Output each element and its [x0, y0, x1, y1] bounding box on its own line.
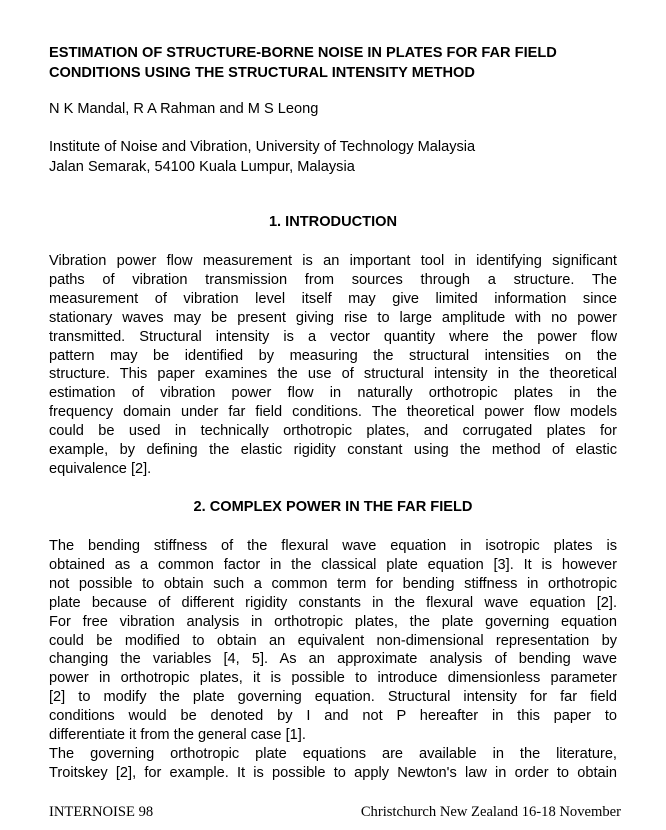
text-line: The governing orthotropic plate equations are available in the literature,: [49, 745, 617, 762]
text-line: stationary waves may be present giving rise to large amplitude with no power: [49, 309, 617, 326]
section-heading-complex-power: 2. COMPLEX POWER IN THE FAR FIELD: [193, 499, 473, 515]
introduction-paragraph: [49, 252, 617, 479]
paper-title: [49, 44, 617, 83]
complex-power-paragraph: [49, 537, 617, 783]
text-line: paths of vibration transmission from sources through a structure. The: [49, 271, 617, 288]
affiliation-line: Institute of Noise and Vibration, University of Technology Malaysia: [49, 139, 476, 155]
title-line: ESTIMATION OF STRUCTURE-BORNE NOISE IN PLATES FOR FAR FIELD: [49, 45, 557, 61]
text-line: could be used in technically orthotropic plates, and corrugated plates for: [49, 423, 617, 440]
text-line: Vibration power flow measurement is an important tool in identifying significant: [49, 253, 617, 269]
title-line: CONDITIONS USING THE STRUCTURAL INTENSITY METHOD: [49, 64, 475, 81]
text-line: transmitted. Structural intensity is a vector quantity where the power flow: [49, 328, 617, 345]
text-line: pattern may be identified by measuring the structural intensities on the: [49, 347, 617, 364]
text-line: For free vibration analysis in orthotropic plates, the plate governing equation: [49, 613, 617, 630]
text-line: power in orthotropic plates, it is possible to introduce dimensionless parameter: [49, 670, 617, 687]
authors: N K Mandal, R A Rahman and M S Leong: [49, 101, 319, 117]
affiliation-line: Jalan Semarak, 54100 Kuala Lumpur, Malaysia: [49, 158, 355, 175]
text-line: estimation of vibration power flow in naturally orthotropic plates in the: [49, 385, 617, 402]
section-heading-introduction: 1. INTRODUCTION: [268, 214, 398, 230]
affiliation: [49, 138, 475, 177]
text-line: example, by defining the elastic rigidity constant using the method of elastic: [49, 442, 617, 459]
text-line: structure. This paper examines the use of structural intensity in the theoretical: [49, 366, 617, 383]
footer-location-date: Christchurch New Zealand 16-18 November: [360, 804, 621, 820]
text-line: The bending stiffness of the flexural wave equation in isotropic plates is: [49, 538, 617, 554]
text-line: not possible to obtain such a common term for bending stiffness in orthotropic: [49, 575, 617, 592]
text-line: conditions would be denoted by I and not P hereafter in this paper to: [49, 708, 617, 725]
text-line: differentiate it from the general case [1].: [49, 727, 306, 744]
text-line: changing the variables [4, 5]. As an approximate analysis of bending wave: [49, 651, 617, 668]
text-line: Troitskey [2], for example. It is possible to apply Newton's law in order to obtain: [49, 764, 617, 781]
text-line: frequency domain under far field conditions. The theoretical power flow models: [49, 404, 617, 421]
text-line: plate because of different rigidity constants in the flexural wave equation [2].: [49, 594, 617, 611]
footer-conference: INTERNOISE 98: [49, 804, 154, 820]
text-line: could be modified to obtain an equivalent non-dimensional representation by: [49, 632, 617, 649]
text-line: [2] to modify the plate governing equation. Structural intensity for far field: [49, 689, 617, 706]
text-line: measurement of vibration level itself may give limited information since: [49, 290, 617, 307]
text-line: equivalence [2].: [49, 460, 152, 477]
text-line: obtained as a common factor in the classical plate equation [3]. It is however: [49, 556, 617, 573]
